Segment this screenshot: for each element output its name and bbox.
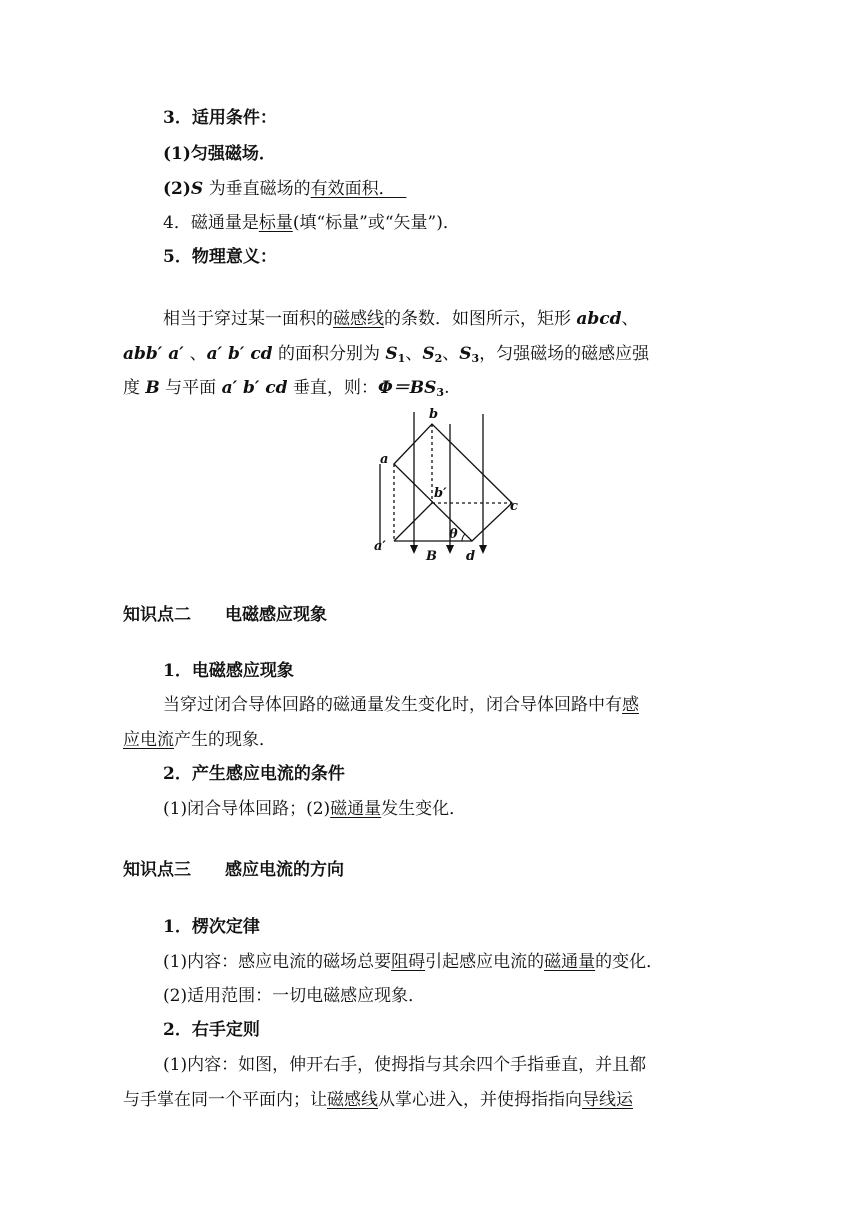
condition-2-num: (2) (163, 179, 191, 199)
plane-abcd: a′ b′ cd (221, 378, 288, 398)
rh-mid: 从掌心进入，并使拇指指向 (378, 1090, 582, 1110)
label-theta: θ (449, 527, 458, 542)
flux-diagram (370, 402, 530, 567)
label-a-prime: a′ (374, 539, 386, 554)
meaning-para-line3 (123, 376, 449, 405)
condition-2 (163, 177, 406, 201)
rect-abba: abb′ a′ (123, 344, 190, 364)
para3-pre: 度 (123, 378, 146, 398)
label-c: c (510, 499, 518, 514)
arrow-3 (479, 545, 487, 554)
lenz-scope: (2)适用范围：一切电磁感应现象． (163, 986, 426, 1006)
rect-abcd: abcd (576, 309, 622, 329)
para2-sep: 、 (189, 344, 207, 364)
arrow-2 (446, 545, 454, 554)
section3-title: 知识点三 感应电流的方向 (123, 860, 344, 880)
lenz-answer-2: 磁通量 (544, 952, 596, 972)
condition-pre: (1)闭合导体回路；(2) (163, 799, 331, 819)
symbol-s: S (190, 179, 204, 199)
lenz-answer-1: 阻碍 (391, 952, 426, 972)
rh-pre: 与手掌在同一个平面内；让 (123, 1090, 327, 1110)
em-line1-pre: 当穿过闭合导体回路的磁通量发生变化时，闭合导体回路中有 (163, 695, 622, 715)
lenz-heading: 1．楞次定律 (163, 917, 260, 937)
label-a: a (380, 452, 389, 467)
para3-mid: 与平面 (159, 378, 222, 398)
condition-answer: 磁通量 (330, 799, 382, 819)
right-hand-line1: (1)内容：如图，伸开右手，使拇指与其余四个手指垂直，并且都 (163, 1055, 647, 1075)
para3-end: . (444, 378, 450, 398)
em-line2-post: 产生的现象． (174, 730, 276, 750)
meaning-para-line1 (163, 307, 639, 331)
current-condition-line (163, 797, 466, 821)
para2-mid: 的面积分别为 (272, 344, 386, 364)
formula-sub: 3 (436, 386, 445, 399)
scalar-pre: 4．磁通量是 (163, 213, 259, 233)
meaning-para-line2 (123, 342, 649, 371)
label-field-b: B (426, 549, 437, 564)
em-induction-heading: 1．电磁感应现象 (163, 661, 294, 681)
lenz-mid: 引起感应电流的 (425, 952, 545, 972)
current-condition-heading: 2．产生感应电流的条件 (163, 764, 345, 784)
rh-answer-2: 导线运 (582, 1090, 633, 1110)
s2-sub: 2 (434, 352, 443, 365)
right-hand-line2 (123, 1088, 633, 1112)
para1-mid: 的条数．如图所示，矩形 (384, 309, 577, 329)
label-d: d (466, 549, 476, 564)
condition-2-answer: 有效面积． (310, 179, 396, 199)
label-b-prime: b′ (434, 486, 447, 501)
em-line1-answer: 感 (622, 695, 639, 715)
scalar-post: (填“标量”或“矢量”)． (292, 213, 460, 233)
flux-formula: Φ＝BS (377, 378, 437, 398)
s1: S (385, 344, 398, 364)
arrow-1 (410, 545, 418, 554)
rect-abcd-prime: a′ b′ cd (206, 344, 273, 364)
rh-answer-1: 磁感线 (327, 1090, 378, 1110)
symbol-b: B (145, 378, 160, 398)
condition-1 (163, 142, 276, 166)
theta-arc (462, 534, 465, 541)
em-induction-line1 (163, 693, 639, 717)
lenz-content (163, 950, 663, 974)
em-line2-answer: 应电流 (123, 730, 174, 750)
s2: S (422, 344, 435, 364)
right-hand-heading: 2．右手定则 (163, 1020, 260, 1040)
comma1: 、 (405, 344, 423, 364)
section2-title: 知识点二 电磁感应现象 (123, 605, 327, 625)
condition-heading: 3．适用条件： (163, 108, 277, 128)
physical-meaning-heading: 5．物理意义： (163, 247, 277, 267)
lenz-pre: (1)内容：感应电流的磁场总要 (163, 952, 392, 972)
label-b: b (429, 407, 439, 422)
para3-mid2: 垂直，则： (287, 378, 378, 398)
s3-sub: 3 (471, 352, 480, 365)
condition-1-text: (1)匀强磁场． (163, 144, 276, 164)
edge-ap-bp (394, 503, 432, 541)
lenz-post: 的变化． (595, 952, 664, 972)
para1-end: 、 (621, 309, 639, 329)
condition-post: 发生变化． (381, 799, 467, 819)
s1-sub: 1 (397, 352, 406, 365)
para1-pre: 相当于穿过某一面积的 (163, 309, 333, 329)
s3: S (459, 344, 472, 364)
para1-answer: 磁感线 (333, 309, 384, 329)
condition-2-text: 为垂直磁场的 (203, 179, 311, 199)
scalar-statement (163, 211, 460, 235)
comma2: 、 (442, 344, 460, 364)
em-induction-line2 (123, 728, 276, 752)
para2-end: ，匀强磁场的磁感应强 (479, 344, 650, 364)
scalar-answer: 标量 (258, 213, 293, 233)
